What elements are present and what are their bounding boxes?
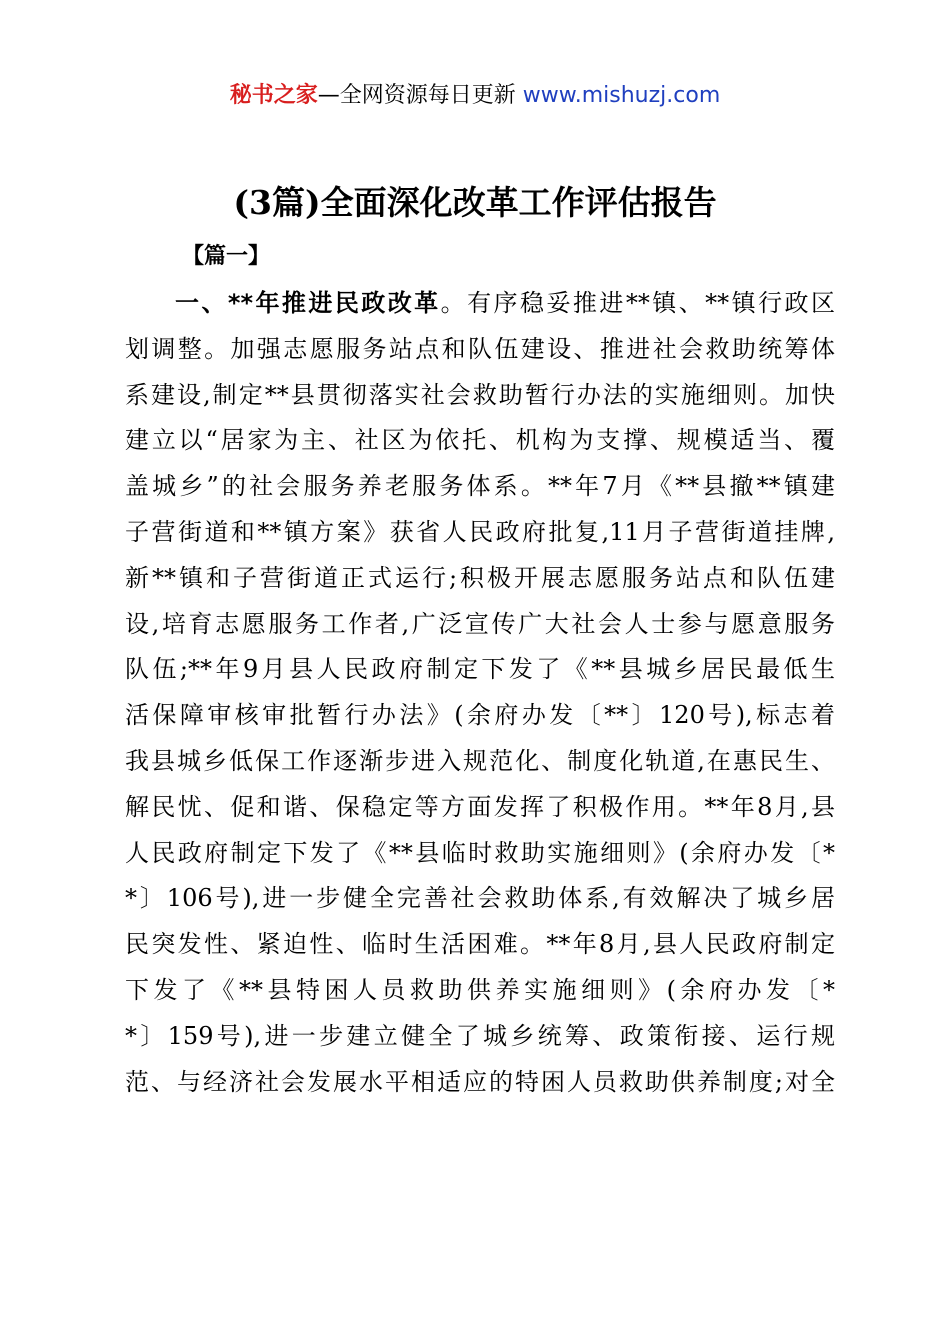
- paragraph-line: *〕106号),进一步健全完善社会救助体系,有效解决了城乡居: [125, 884, 835, 913]
- paragraph-line: 系建设,制定**县贯彻落实社会救助暂行办法的实施细则。加快: [125, 380, 835, 409]
- paragraph-line: 建立以“居家为主、社区为依托、机构为支撑、规模适当、覆: [125, 426, 835, 455]
- paragraph-line: 我县城乡低保工作逐渐步进入规范化、制度化轨道,在惠民生、: [125, 746, 835, 775]
- paragraph-line: 新**镇和子营街道正式运行;积极开展志愿服务站点和队伍建: [125, 563, 835, 592]
- paragraph-line-text: 。有序稳妥推进**镇、**镇行政区: [440, 289, 835, 317]
- paragraph-line: 划调整。加强志愿服务站点和队伍建设、推进社会救助统筹体: [125, 334, 835, 363]
- paragraph-line: 下发了《**县特困人员救助供养实施细则》(余府办发〔*: [125, 975, 835, 1004]
- paragraph-line: [125, 281, 835, 327]
- paragraph-line: 范、与经济社会发展水平相适应的特困人员救助供养制度;对全: [125, 1067, 835, 1096]
- section-label: 【篇一】: [182, 243, 271, 269]
- paragraph-line: 解民忧、促和谐、保稳定等方面发挥了积极作用。**年8月,县: [125, 792, 835, 821]
- paragraph-line: 民突发性、紧迫性、临时生活困难。**年8月,县人民政府制定: [125, 930, 835, 959]
- paragraph-lead-heading: 一、**年推进民政改革: [175, 289, 441, 317]
- paragraph-line: 盖城乡”的社会服务养老服务体系。**年7月《**县撤**镇建: [125, 472, 835, 501]
- paragraph-line: 活保障审核审批暂行办法》(余府办发〔**〕120号),标志着: [125, 701, 835, 730]
- paragraph-line: *〕159号),进一步建立健全了城乡统筹、政策衔接、运行规: [125, 1021, 835, 1050]
- paragraph-line: 设,培育志愿服务工作者,广泛宣传广大社会人士参与愿意服务: [125, 609, 835, 638]
- paragraph-line: 子营街道和**镇方案》获省人民政府批复,11月子营街道挂牌,: [125, 517, 835, 546]
- paragraph-line: 队伍;**年9月县人民政府制定下发了《**县城乡居民最低生: [125, 655, 835, 684]
- site-url-link[interactable]: www.mishuzj.com: [522, 83, 721, 108]
- paragraph-line: 人民政府制定下发了《**县临时救助实施细则》(余府办发〔*: [125, 838, 835, 867]
- site-header: [0, 80, 950, 112]
- site-tagline: —全网资源每日更新: [317, 83, 523, 108]
- document-title: (3篇)全面深化改革工作评估报告: [233, 183, 717, 222]
- document-body: [125, 281, 835, 1105]
- site-brand: 秘书之家: [229, 83, 318, 108]
